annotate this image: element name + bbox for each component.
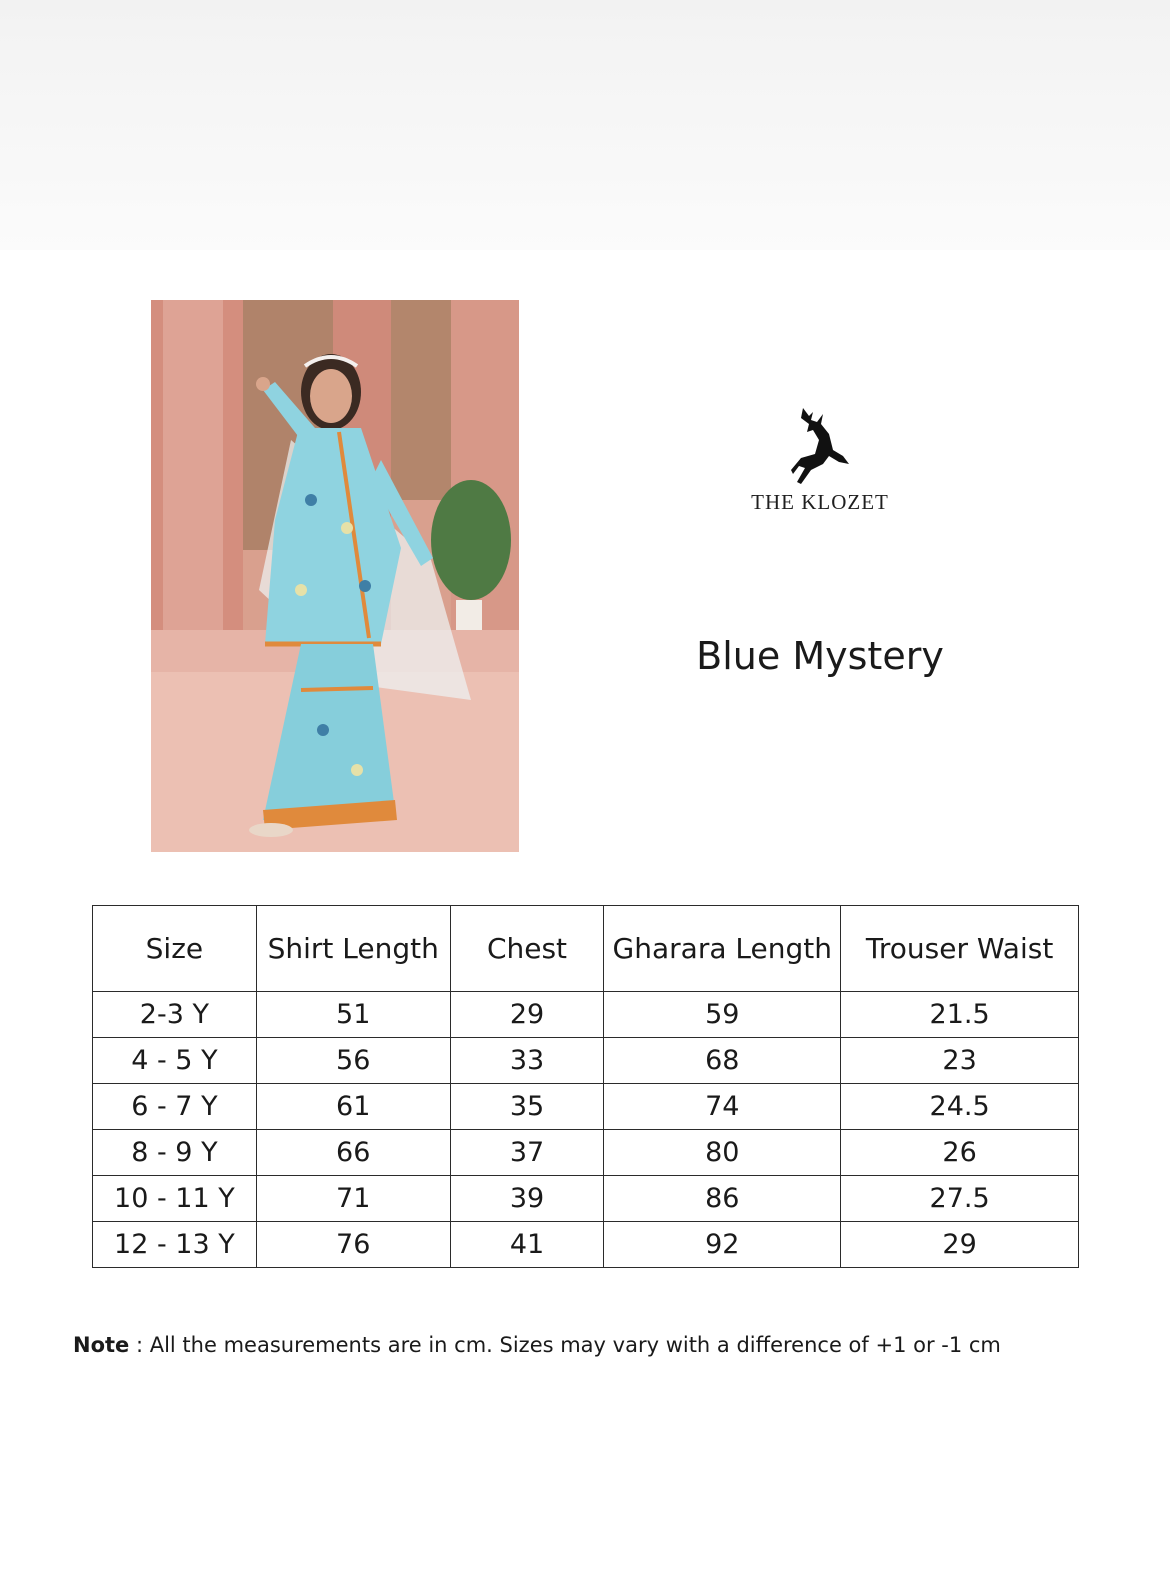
table-cell-trouser-waist: 26 [841,1130,1079,1176]
table-cell-shirt-length: 56 [256,1038,450,1084]
table-row [93,1084,1079,1130]
table-cell-trouser-waist: 27.5 [841,1176,1079,1222]
table-cell-shirt-length: 51 [256,992,450,1038]
note-text: : All the measurements are in cm. Sizes may vary with a difference of +1 or -1 cm [129,1333,1001,1357]
header-size: Size [93,906,257,992]
table-cell-trouser-waist: 21.5 [841,992,1079,1038]
note-label: Note [73,1333,130,1357]
table-row [93,992,1079,1038]
table-header-row [93,906,1079,992]
table-cell-trouser-waist: 24.5 [841,1084,1079,1130]
table-cell-gharara-length: 74 [604,1084,841,1130]
brand-name: THE KLOZET [751,490,889,514]
table-cell-gharara-length: 80 [604,1130,841,1176]
table-cell-gharara-length: 59 [604,992,841,1038]
table-cell-size: 4 - 5 Y [93,1038,257,1084]
table-cell-chest: 37 [450,1130,604,1176]
table-cell-trouser-waist: 23 [841,1038,1079,1084]
table-row [93,1038,1079,1084]
table-cell-size: 6 - 7 Y [93,1084,257,1130]
table-cell-shirt-length: 61 [256,1084,450,1130]
table-cell-chest: 39 [450,1176,604,1222]
table-cell-gharara-length: 86 [604,1176,841,1222]
header-trouser-waist: Trouser Waist [841,906,1079,992]
size-chart-table [92,905,1079,1268]
table-cell-size: 12 - 13 Y [93,1222,257,1268]
header-gharara-length: Gharara Length [604,906,841,992]
top-blank-band [0,0,1170,250]
product-photo-illustration [151,300,519,852]
header-shirt-length: Shirt Length [256,906,450,992]
brand-logo [735,404,905,515]
table-cell-shirt-length: 66 [256,1130,450,1176]
table-row [93,1222,1079,1268]
table-cell-trouser-waist: 29 [841,1222,1079,1268]
table-cell-chest: 41 [450,1222,604,1268]
table-cell-gharara-length: 68 [604,1038,841,1084]
product-title: Blue Mystery [696,634,944,678]
table-cell-size: 2-3 Y [93,992,257,1038]
table-cell-chest: 33 [450,1038,604,1084]
product-photo [151,300,519,852]
table-row [93,1176,1079,1222]
table-cell-shirt-length: 71 [256,1176,450,1222]
measurement-note [73,1333,1133,1357]
table-row [93,1130,1079,1176]
table-cell-shirt-length: 76 [256,1222,450,1268]
header-chest: Chest [450,906,604,992]
table-cell-gharara-length: 92 [604,1222,841,1268]
table-cell-size: 10 - 11 Y [93,1176,257,1222]
leaping-deer-icon [789,404,851,486]
table-cell-size: 8 - 9 Y [93,1130,257,1176]
table-cell-chest: 35 [450,1084,604,1130]
table-cell-chest: 29 [450,992,604,1038]
